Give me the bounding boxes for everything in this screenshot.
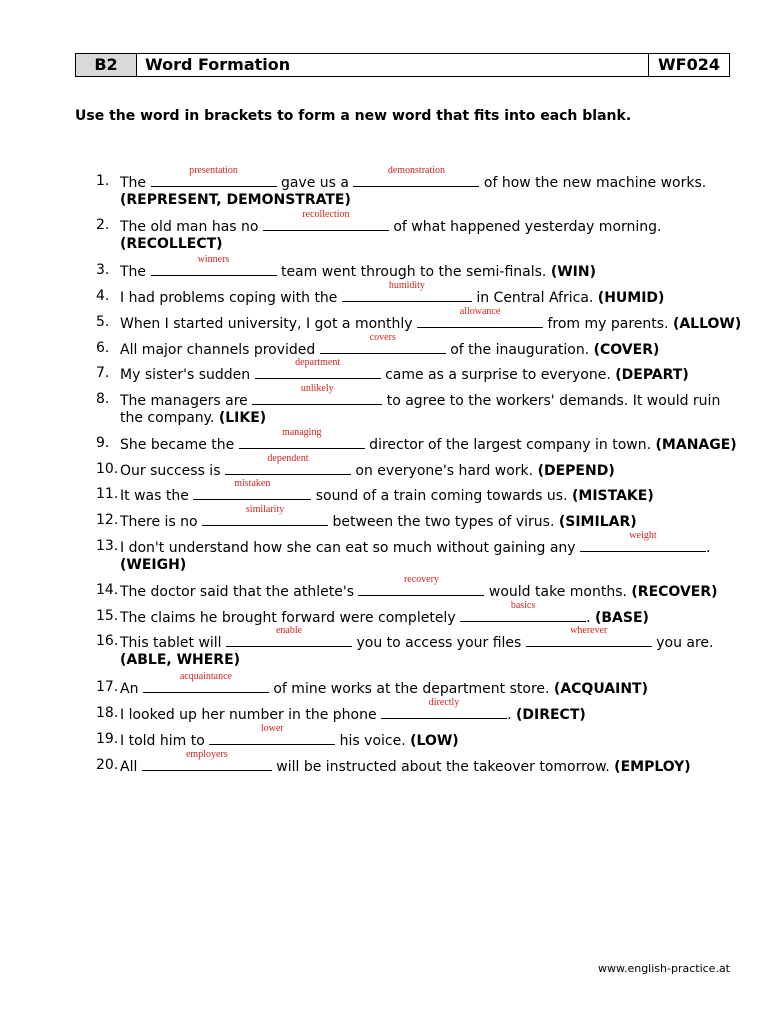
keyword: (SIMILAR): [558, 514, 637, 530]
exercise-sentence: [120, 254, 596, 282]
handwritten-answer: managing: [282, 427, 322, 438]
exercise-sentence: [120, 723, 459, 751]
keyword: (LIKE): [218, 410, 267, 426]
handwritten-answer: unlikely: [300, 383, 334, 394]
worksheet-code: WF024: [658, 55, 720, 74]
keyword: (LOW): [410, 733, 459, 749]
answer-blank[interactable]: [460, 600, 586, 622]
keyword: (COVER): [593, 342, 660, 358]
handwritten-answer: basics: [510, 600, 536, 611]
sentence-text: of the inauguration.: [445, 342, 594, 358]
answer-blank[interactable]: [226, 625, 352, 647]
handwritten-answer: presentation: [189, 165, 238, 176]
exercise-sentence: [120, 504, 637, 532]
exercise-sentence: [120, 625, 714, 653]
exercise-sentence: [120, 697, 586, 725]
keyword: (ALLOW): [672, 316, 742, 332]
answer-blank[interactable]: [239, 427, 365, 449]
sentence-text: you to access your files: [352, 635, 526, 651]
handwritten-answer: covers: [369, 332, 396, 343]
exercise-sentence: [120, 574, 718, 602]
exercise-number: 3.: [96, 262, 110, 278]
keyword: (DEPART): [615, 367, 689, 383]
exercise-sentence: [120, 306, 742, 334]
answer-blank[interactable]: [353, 165, 479, 187]
exercise-sentence-line2: [120, 651, 240, 670]
answer-blank[interactable]: [526, 625, 652, 647]
sentence-text: All: [120, 759, 142, 775]
sentence-text: I looked up her number in the phone: [120, 707, 382, 723]
exercise-sentence: [120, 671, 648, 699]
exercise-number: 18.: [96, 705, 119, 721]
sentence-text: The managers are: [120, 393, 253, 409]
keyword: (MISTAKE): [571, 488, 654, 504]
keyword: (BASE): [594, 610, 649, 626]
keyword: (ACQUAINT): [553, 681, 648, 697]
sentence-text: of what happened yesterday morning.: [388, 219, 662, 235]
sentence-text: It was the: [120, 488, 194, 504]
exercise-sentence-line2: [120, 191, 351, 210]
sentence-text: The doctor said that the athlete's: [120, 584, 359, 600]
exercise-number: 14.: [96, 582, 119, 598]
exercise-number: 5.: [96, 314, 110, 330]
answer-blank[interactable]: [143, 671, 269, 693]
sentence-text: .: [706, 540, 711, 556]
answer-blank[interactable]: [358, 574, 484, 596]
answer-blank[interactable]: [580, 530, 706, 552]
exercise-number: 2.: [96, 217, 110, 233]
answer-blank[interactable]: [417, 306, 543, 328]
sentence-text: .: [586, 610, 595, 626]
handwritten-answer: dependent: [267, 453, 309, 464]
exercise-sentence: [120, 165, 707, 193]
handwritten-answer: winners: [197, 254, 230, 265]
keyword: (HUMID): [597, 290, 665, 306]
exercise-number: 1.: [96, 173, 110, 189]
answer-blank[interactable]: [320, 332, 446, 354]
handwritten-answer: mistaken: [234, 478, 271, 489]
keyword: (RECOLLECT): [120, 236, 223, 252]
sentence-text: Our success is: [120, 463, 225, 479]
handwritten-answer: department: [295, 357, 341, 368]
keyword: (ABLE, WHERE): [120, 652, 241, 668]
sentence-text: I don't understand how she can eat so much without gaining any: [120, 540, 581, 556]
exercise-number: 13.: [96, 538, 119, 554]
worksheet-header: [75, 53, 730, 77]
sentence-text: director of the largest company in town.: [364, 437, 656, 453]
handwritten-answer: employers: [185, 749, 228, 760]
exercise-number: 12.: [96, 512, 119, 528]
exercise-sentence: [120, 280, 665, 308]
sentence-text: would take months.: [484, 584, 632, 600]
sentence-text: I told him to: [120, 733, 210, 749]
exercise-sentence-line2: [120, 556, 186, 575]
sentence-text: The: [120, 264, 151, 280]
answer-blank[interactable]: [151, 165, 277, 187]
worksheet-title: Word Formation: [137, 54, 649, 76]
handwritten-answer: acquaintance: [179, 671, 232, 682]
exercise-number: 20.: [96, 757, 119, 773]
handwritten-answer: lower: [260, 723, 284, 734]
sentence-text: his voice.: [335, 733, 411, 749]
handwritten-answer: similarity: [245, 504, 285, 515]
handwritten-answer: enable: [275, 625, 303, 636]
sentence-text: My sister's sudden: [120, 367, 255, 383]
sentence-text: of mine works at the department store.: [268, 681, 554, 697]
exercise-number: 16.: [96, 633, 119, 649]
handwritten-answer: directly: [428, 697, 460, 708]
answer-blank[interactable]: [225, 453, 351, 475]
keyword: (DIRECT): [515, 707, 586, 723]
exercise-sentence: [120, 478, 654, 506]
sentence-text: gave us a: [276, 175, 354, 191]
sentence-text: The claims he brought forward were completely: [120, 610, 461, 626]
exercise-number: 17.: [96, 679, 119, 695]
exercise-sentence: [120, 530, 711, 558]
answer-blank[interactable]: [342, 280, 472, 302]
answer-blank[interactable]: [193, 478, 311, 500]
handwritten-answer: recovery: [403, 574, 439, 585]
keyword: (MANAGE): [655, 437, 737, 453]
exercise-sentence: [120, 427, 737, 455]
sentence-text: from my parents.: [543, 316, 673, 332]
answer-blank[interactable]: [151, 254, 277, 276]
answer-blank[interactable]: [142, 749, 272, 771]
sentence-text: The old man has no: [120, 219, 263, 235]
handwritten-answer: humidity: [388, 280, 425, 291]
exercise-number: 15.: [96, 608, 119, 624]
exercise-number: 11.: [96, 486, 119, 502]
handwritten-answer: recollection: [302, 209, 350, 220]
exercise-number: 4.: [96, 288, 110, 304]
sentence-text: to agree to the workers' demands. It would ruin: [382, 393, 721, 409]
answer-blank[interactable]: [263, 209, 389, 231]
sentence-text: sound of a train coming towards us.: [311, 488, 572, 504]
handwritten-answer: allowance: [459, 306, 501, 317]
keyword: (DEPEND): [537, 463, 615, 479]
sentence-text: between the two types of virus.: [328, 514, 559, 530]
handwritten-answer: wherever: [570, 625, 608, 636]
level-label: B2: [76, 54, 137, 76]
keyword: (RECOVER): [631, 584, 718, 600]
answer-blank[interactable]: [209, 723, 335, 745]
keyword: (REPRESENT, DEMONSTRATE): [120, 192, 351, 208]
exercise-number: 10.: [96, 461, 119, 477]
exercise-sentence: [120, 332, 660, 360]
exercise-sentence-line2: [120, 409, 266, 428]
sentence-text: All major channels provided: [120, 342, 320, 358]
sentence-text: She became the: [120, 437, 239, 453]
exercise-sentence: [120, 749, 691, 777]
answer-blank[interactable]: [381, 697, 507, 719]
sentence-text: in Central Africa.: [471, 290, 598, 306]
exercise-sentence: [120, 209, 662, 237]
exercise-sentence: [120, 357, 689, 385]
keyword: (WEIGH): [120, 557, 187, 573]
sentence-text: I had problems coping with the: [120, 290, 342, 306]
sentence-text: team went through to the semi-finals.: [276, 264, 551, 280]
sentence-text: There is no: [120, 514, 203, 530]
exercise-number: 7.: [96, 365, 110, 381]
exercise-number: 19.: [96, 731, 119, 747]
exercise-sentence: [120, 383, 721, 411]
sentence-text: .: [507, 707, 516, 723]
answer-blank[interactable]: [252, 383, 382, 405]
exercise-sentence-line2: [120, 235, 223, 254]
sentence-text: This tablet will: [120, 635, 227, 651]
sentence-text: the company.: [120, 410, 219, 426]
sentence-text: of how the new machine works.: [479, 175, 707, 191]
sentence-text: will be instructed about the takeover tomorrow.: [271, 759, 615, 775]
answer-blank[interactable]: [202, 504, 328, 526]
sentence-text: The: [120, 175, 151, 191]
instructions: Use the word in brackets to form a new word that fits into each blank.: [75, 108, 632, 124]
handwritten-answer: weight: [629, 530, 657, 541]
footer-url: www.english-practice.at: [597, 962, 730, 975]
sentence-text: When I started university, I got a monthly: [120, 316, 418, 332]
exercise-number: 6.: [96, 340, 110, 356]
sentence-text: An: [120, 681, 143, 697]
sentence-text: you are.: [651, 635, 714, 651]
sentence-text: came as a surprise to everyone.: [380, 367, 616, 383]
keyword: (WIN): [550, 264, 596, 280]
handwritten-answer: demonstration: [387, 165, 446, 176]
keyword: (EMPLOY): [614, 759, 691, 775]
answer-blank[interactable]: [255, 357, 381, 379]
exercise-number: 9.: [96, 435, 110, 451]
sentence-text: on everyone's hard work.: [350, 463, 538, 479]
exercise-number: 8.: [96, 391, 110, 407]
